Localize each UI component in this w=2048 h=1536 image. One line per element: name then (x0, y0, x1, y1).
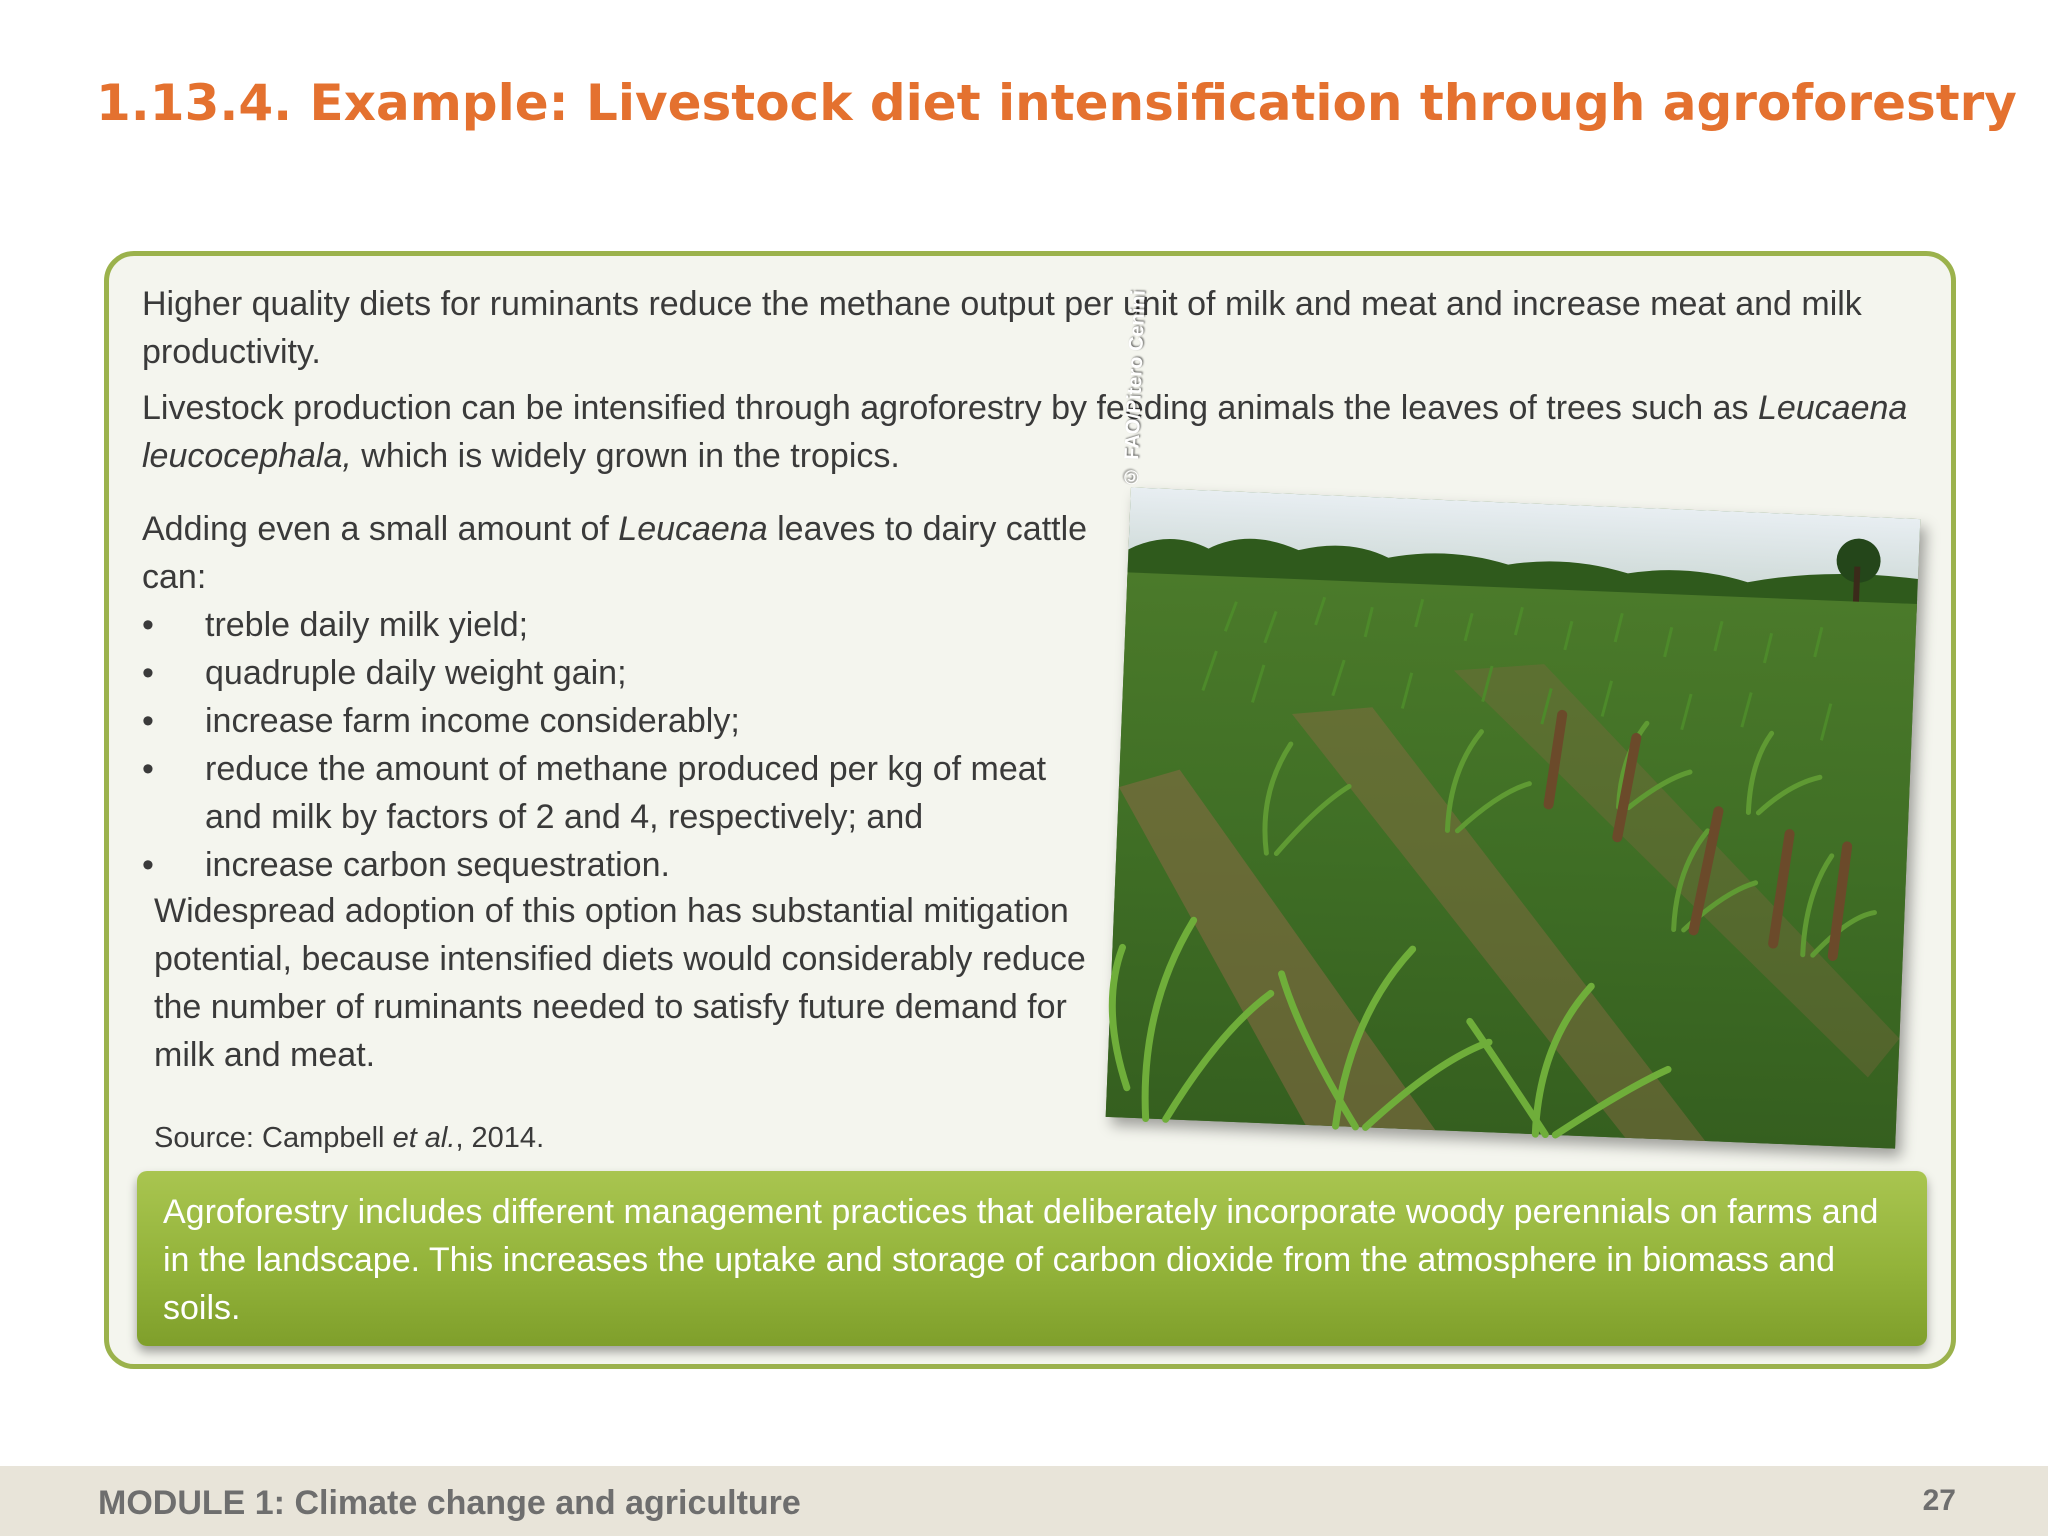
paragraph-text: leaves to dairy cattle can: (142, 510, 1088, 596)
list-item-text: quadruple daily weight gain; (205, 654, 627, 692)
list-item-text: increase farm income considerably; (205, 702, 740, 740)
module-label: MODULE 1: Climate change and agriculture (98, 1484, 801, 1522)
page-number: 27 (1922, 1484, 1956, 1517)
list-item (142, 649, 1082, 697)
source-citation (154, 1118, 544, 1158)
paragraph-mitigation-potential: Widespread adoption of this option has substantial mitigation potential, because intensified diets would considerably reduce the number of ruminants needed to satisfy future demand for milk and meat. (154, 892, 1086, 1074)
benefits-list (142, 601, 1082, 889)
species-name: Leucaena leucocephala, (142, 389, 1908, 475)
paragraph-leucaena-intro (142, 505, 1102, 601)
list-item (142, 841, 1082, 889)
list-item (142, 745, 1082, 841)
footer-bar (0, 1466, 2048, 1536)
bullet-icon: • (142, 846, 154, 884)
list-item (142, 697, 1082, 745)
list-item-text: increase carbon sequestration. (205, 846, 670, 884)
source-etal: et al. (392, 1122, 456, 1154)
photo-credit: © FAO/Pitero Cenini (1119, 289, 1150, 488)
agroforestry-definition-callout: Agroforestry includes different management practices that deliberately incorporate woody perennials on farms and in the landscape. This increases the uptake and storage of carbon dioxide from the atmosphere in biomass and soils. (137, 1171, 1927, 1346)
list-item-text: reduce the amount of methane produced per kg of meat and milk by factors of 2 and 4, respectively; and (205, 750, 1047, 836)
crop-field-photo (1106, 289, 1921, 1148)
bullet-icon: • (142, 702, 154, 740)
genus-name: Leucaena (618, 510, 768, 548)
paragraph-text: Adding even a small amount of (142, 510, 619, 548)
bullet-icon: • (142, 750, 154, 788)
bullet-icon: • (142, 654, 154, 692)
paragraph-text: Livestock production can be intensified through agroforestry by feeding animals the leaves of trees such as (142, 389, 1758, 427)
bullet-icon: • (142, 606, 154, 644)
paragraph-agroforestry-intensification (142, 384, 1932, 480)
field-illustration (1106, 289, 1921, 1148)
slide-title: 1.13.4. Example: Livestock diet intensification through agroforestry (96, 74, 2017, 132)
source-text: , 2014. (455, 1122, 545, 1154)
source-text: Source: Campbell (154, 1122, 393, 1154)
paragraph-diet-quality: Higher quality diets for ruminants reduce the methane output per unit of milk and meat and increase meat and milk productivity. (142, 285, 1862, 371)
paragraph-text: which is widely grown in the tropics. (351, 437, 900, 475)
list-item (142, 601, 1082, 649)
list-item-text: treble daily milk yield; (205, 606, 529, 644)
